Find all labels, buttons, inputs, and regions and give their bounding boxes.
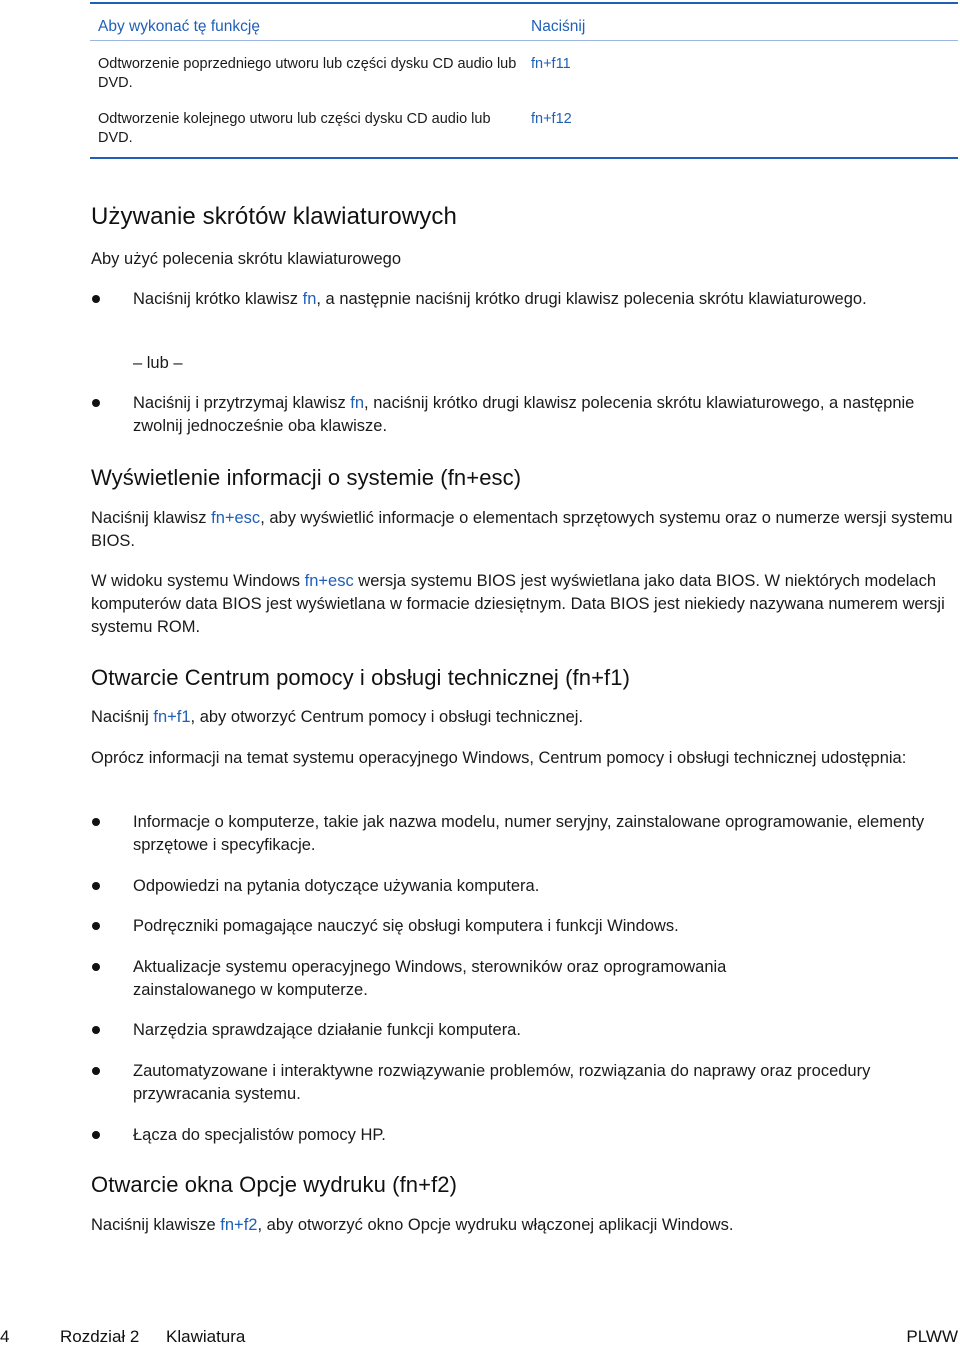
paragraph: Aby użyć polecenia skrótu klawiaturowego xyxy=(91,250,401,268)
paragraph: Naciśnij klawisz fn+esc, aby wyświetlić informacje o elementach sprzętowych systemu oraz o numerze wersji systemu BIOS. xyxy=(91,509,953,550)
list-item: Naciśnij krótko klawisz fn, a następnie naciśnij krótko drugi klawisz polecenia skrótu klawiaturowego. xyxy=(133,290,867,308)
list-item: Naciśnij i przytrzymaj klawisz fn, naciśnij krótko drugi klawisz polecenia skrótu klawiaturowego, a następnie zwolnij jednocześnie oba klawisze. xyxy=(133,394,915,435)
chapter-title: Klawiatura xyxy=(166,1327,246,1346)
bullet-icon xyxy=(92,963,100,971)
key-name: fn xyxy=(302,290,317,308)
table-header-key: Naciśnij xyxy=(531,18,586,35)
paragraph: Oprócz informacji na temat systemu operacyjnego Windows, Centrum pomocy i obsługi technicznej udostępnia: xyxy=(91,749,907,767)
or-separator: – lub – xyxy=(133,354,183,372)
table-cell-action: Odtworzenie kolejnego utworu lub części dysku CD audio lub DVD. xyxy=(98,111,491,146)
list-item: Podręczniki pomagające nauczyć się obsługi komputera i funkcji Windows. xyxy=(133,917,679,935)
list-item: Odpowiedzi na pytania dotyczące używania komputera. xyxy=(133,877,540,895)
list-item: Informacje o komputerze, takie jak nazwa modelu, numer seryjny, zainstalowane oprogramowanie, elementy sprzętowe i specyfikacje. xyxy=(133,813,925,854)
chapter-label: Rozdział 2 xyxy=(60,1327,140,1346)
key-name: fn+f1 xyxy=(153,708,191,726)
section-heading: Otwarcie Centrum pomocy i obsługi technicznej (fn+f1) xyxy=(91,665,631,690)
key-name: fn+esc xyxy=(304,572,354,590)
section-heading: Używanie skrótów klawiaturowych xyxy=(91,203,457,230)
table-cell-key: fn+f12 xyxy=(531,111,572,127)
bullet-icon xyxy=(92,818,100,826)
section-heading: Otwarcie okna Opcje wydruku (fn+f2) xyxy=(91,1172,458,1197)
locale-code: PLWW xyxy=(906,1327,958,1346)
section-heading: Wyświetlenie informacji o systemie (fn+esc) xyxy=(91,465,522,490)
table-header-divider xyxy=(90,40,958,41)
paragraph: Naciśnij klawisze fn+f2, aby otworzyć okno Opcje wydruku włączonej aplikacji Windows. xyxy=(91,1216,734,1234)
paragraph: W widoku systemu Windows fn+esc wersja systemu BIOS jest wyświetlana jako data BIOS. W niektórych modelach komputerów data BIOS jest wyświetlana w formacie dziesiętnym. Data BIOS jest niekiedy nazywana numerem wersji systemu ROM. xyxy=(91,572,945,636)
key-name: fn+esc xyxy=(211,509,261,527)
table-header-action: Aby wykonać tę funkcję xyxy=(98,18,260,35)
key-name: fn+f2 xyxy=(220,1216,258,1234)
bullet-icon xyxy=(92,295,100,303)
shortcut-table xyxy=(90,2,958,159)
page-number: 4 xyxy=(0,1327,10,1346)
list-item: Łącza do specjalistów pomocy HP. xyxy=(133,1126,386,1144)
bullet-icon xyxy=(92,1067,100,1075)
paragraph: Naciśnij fn+f1, aby otworzyć Centrum pomocy i obsługi technicznej. xyxy=(91,708,584,726)
bullet-icon xyxy=(92,399,100,407)
key-name: fn xyxy=(350,394,365,412)
list-item: Aktualizacje systemu operacyjnego Windows, sterowników oraz oprogramowania zainstalowanego w komputerze. xyxy=(133,958,727,999)
table-cell-key: fn+f11 xyxy=(531,56,571,72)
bullet-icon xyxy=(92,1131,100,1139)
bullet-icon xyxy=(92,1026,100,1034)
bullet-icon xyxy=(92,882,100,890)
list-item: Zautomatyzowane i interaktywne rozwiązywanie problemów, rozwiązania do naprawy oraz procedury przywracania systemu. xyxy=(133,1062,871,1103)
list-item: Narzędzia sprawdzające działanie funkcji komputera. xyxy=(133,1021,521,1039)
bullet-icon xyxy=(92,922,100,930)
table-cell-action: Odtworzenie poprzedniego utworu lub części dysku CD audio lub DVD. xyxy=(98,56,517,91)
